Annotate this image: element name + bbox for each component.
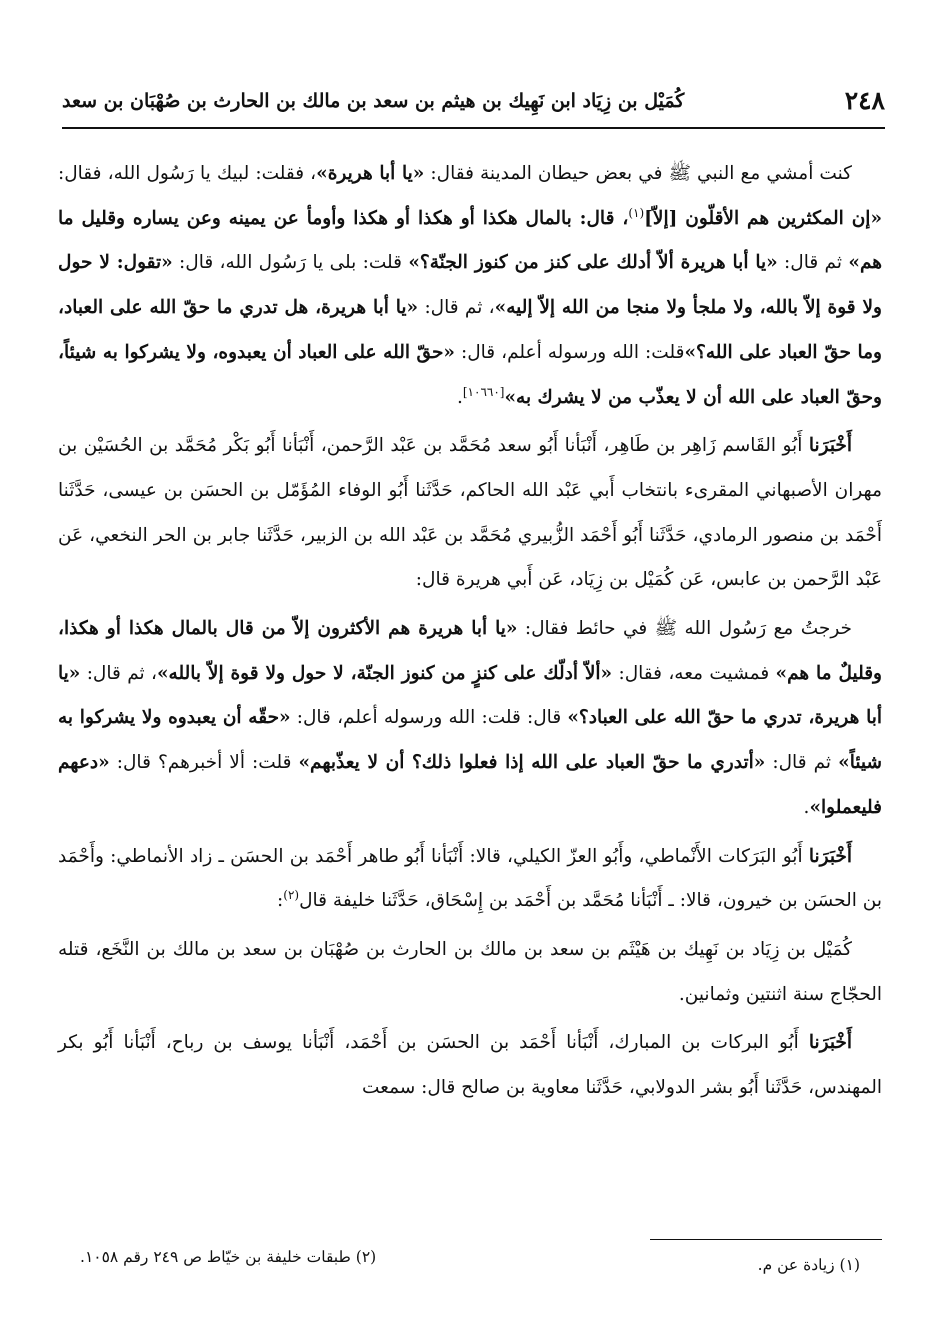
page-header	[62, 86, 885, 122]
paragraph	[58, 1021, 882, 1110]
bold-text: ، قال: بالمال هكذا أو هكذا أو هكذا وأومأ عن يمينه وعن يساره وقليل ما هم»	[58, 207, 883, 274]
text-run: ، ثم قال:	[80, 662, 157, 684]
bold-text: «أتدري ما حقّ العباد على الله إذا فعلوا ذلك؟ أن لا يعذّبهم»	[298, 752, 766, 774]
text-run: قلت: بلى يا رَسُول الله، قال:	[172, 252, 409, 274]
bold-text: «حقّه أن يعبدوه ولا يشركوا به شيئاً»	[58, 707, 882, 774]
text-run: أَبُو البَرَكات الأَنْماطي، وأَبُو العزّ الكيلي، قالا: أَنْبَأنا أَبُو طاهر أَحْمَد بن الحسَن ـ زاد الأنماطي: وأَحْمَد بن الحسَن بن خيرون، قالا: ـ أَنْبَأنا مُحَمَّد بن أَحْمَد بن إِسْحَاق، حَدَّثَنا خليفة قال	[58, 845, 882, 912]
paragraph	[58, 607, 882, 831]
bold-text: «تقول: لا حول ولا قوة إلاّ بالله، ولا ملجأ ولا منجا من الله إلاّ إليه»	[58, 252, 882, 319]
bold-text: «ألاّ أدلّك على كنزٍ من كنوز الجنّة، لا حول ولا قوة إلاّ بالله»	[156, 662, 613, 684]
bold-text: «إن المكثرين هم الأقلّون [إلاّ]	[644, 207, 883, 229]
text-run: ، ثم قال:	[418, 297, 495, 319]
paragraph	[58, 928, 882, 1017]
main-text	[58, 152, 882, 1111]
text-run: .	[456, 386, 463, 408]
text-run: قلت: ألا أخبرهم؟ قال:	[109, 752, 299, 774]
text-run: قلت: الله ورسوله أعلم، قال:	[454, 341, 685, 363]
bold-text: «حقّ الله على العباد أن يعبدوه، ولا يشركوا به شيئاً، وحقّ العباد على الله أن لا يعذّب من لا يشرك به»	[58, 341, 882, 408]
paragraph	[58, 152, 882, 420]
bold-text: «يا أبا هريرة»	[316, 163, 425, 184]
footnote-1: (١) زيادة عن م.	[757, 1256, 860, 1274]
footnote-2: (٢) طبقات خليفة بن خيّاط ص ٢٤٩ رقم ١٠٥٨.	[80, 1248, 377, 1266]
bold-text: «يا أبا هريرة هم الأكثرون إلاّ من قال بالمال هكذا أو هكذا، وقليلٌ ما هم»	[58, 618, 882, 684]
bold-text: أَخْبَرَنا	[808, 435, 852, 457]
bold-text: أَخْبَرَنا	[808, 1032, 852, 1054]
text-run: أَبُو القَاسم زَاهِر بن طَاهِر، أَنْبَأنا أَبُو سعد مُحَمَّد بن عَبْد الرَّحمن، أَنْبَأنا أَبُو بَكْر مُحَمَّد بن الحُسَيْن بن مهران الأصبهاني المقرىء بانتخاب أَبي عَبْد الله الحاكم، حَدَّثَنا أَبُو الوفاء المُؤَمّل بن الحسَن بن عيسى، حَدَّثَنا أَحْمَد بن منصور الرمادي، حَدَّثَنا أَبُو أَحْمَد الزُّبيري مُحَمَّد بن عَبْد الله بن الزبير، حَدَّثَنا جابر بن الحر النخعي، عَن عَبْد الرَّحمن بن عابس، عَن كُمَيْل بن زِيَاد، عَن أَبي هريرة قال:	[58, 435, 882, 591]
text-run: ثم قال:	[765, 752, 839, 774]
footnotes	[80, 1248, 860, 1278]
footnote-marker: [١٠٦٦٠]	[462, 384, 505, 399]
text-run: .	[803, 796, 810, 818]
bold-text: «دعهم فليعملوا»	[58, 752, 882, 818]
text-run: خرجتُ مع رَسُول الله ﷺ في حائط فقال:	[517, 618, 852, 640]
bold-text: «يا أبا هريرة، تدري ما حقّ الله على العباد؟»	[58, 662, 882, 729]
bold-text: أَخْبَرَنا	[808, 845, 852, 867]
header-rule	[62, 127, 885, 129]
footnote-marker: (١)	[628, 205, 645, 220]
text-run: كُمَيْل بن زِيَاد بن نَهِيك بن هَيْثَم بن سعد بن مالك بن الحارث بن صُهْبَان بن سعد بن مالك بن النَّخَع، قتله الحجّاج سنة اثنتين وثمانين.	[58, 938, 882, 1005]
bold-text: «يا أبا هريرة، هل تدري ما حقّ الله على العباد، وما حقّ العباد على الله؟»	[58, 297, 882, 363]
text-run: قال: قلت: الله ورسوله أعلم، قال:	[290, 707, 568, 729]
paragraph	[58, 424, 882, 603]
running-title: كُمَيْل بن زِيَاد ابن نَهِيك بن هيثم بن سعد بن مالك بن الحارث بن صُهْبَان بن سعد	[62, 90, 685, 112]
page-number: ٢٤٨	[844, 86, 885, 115]
bold-text: «يا أبا هريرة ألاّ أدلك على كنز من كنوز الجنّة؟»	[408, 252, 778, 274]
text-run: :	[277, 890, 284, 912]
text-run: فمشيت معه، فقال:	[612, 662, 776, 684]
paragraph	[58, 835, 882, 924]
footnote-rule	[650, 1239, 882, 1240]
text-run: كنت أمشي مع النبي ﷺ في بعض حيطان المدينة فقال:	[424, 163, 852, 184]
footnote-marker: (٢)	[283, 888, 300, 903]
text-run: أَبُو البركات بن المبارك، أَنْبَأنا أَحْمَد بن الحسَن بن أَحْمَد، أَنْبَأنا يوسف بن رباح، أَنْبَأنا أَبُو بكر المهندس، حَدَّثَنا أَبُو بشر الدولابي، حَدَّثَنا معاوية بن صالح قال: سمعت	[58, 1032, 882, 1099]
text-run: ثم قال:	[777, 252, 849, 274]
text-run: ، فقلت: لبيك يا رَسُول الله، فقال:	[58, 163, 317, 184]
